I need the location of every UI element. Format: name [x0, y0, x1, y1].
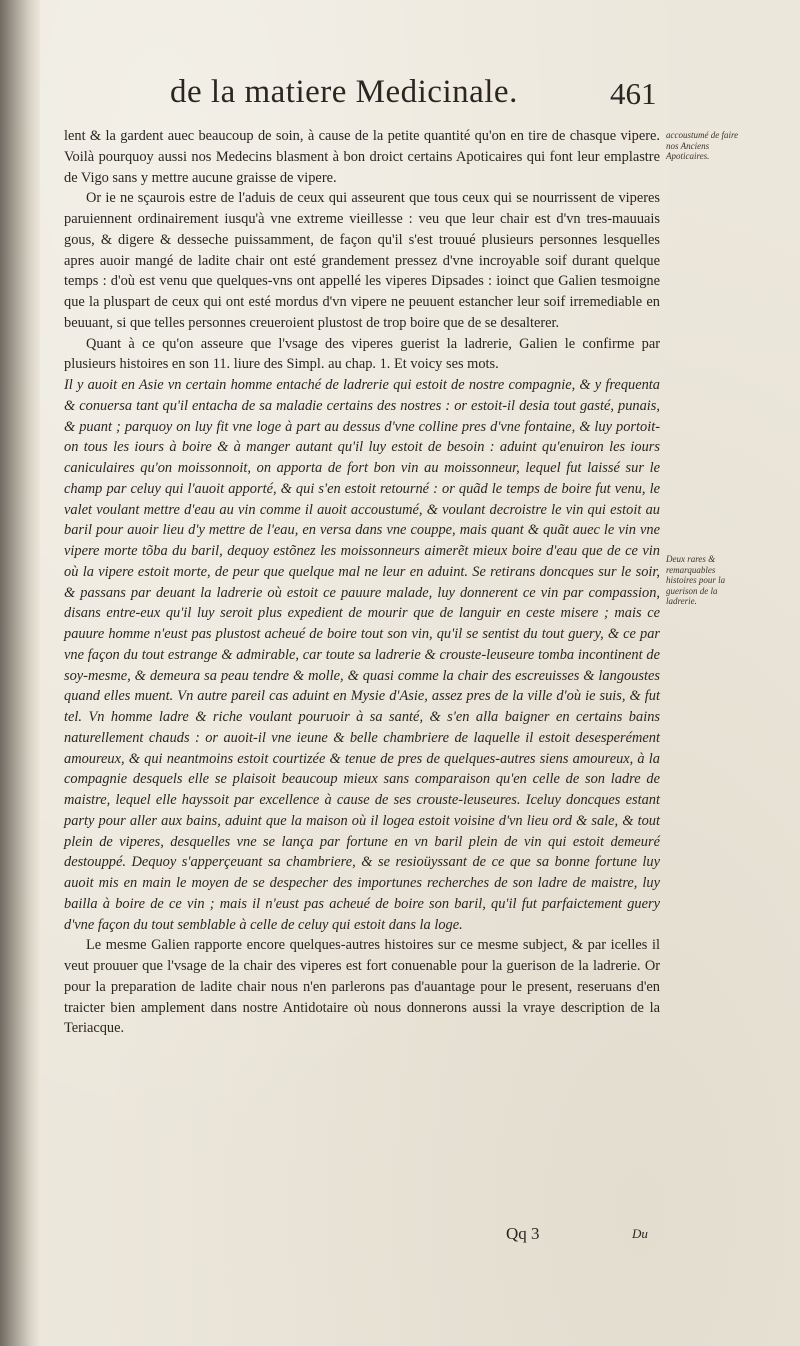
paragraph: Le mesme Galien rapporte encore quelques-autres histoires sur ce mesme subject, & par icelles il veut prouuer que l'vsage de la chair des viperes est fort conuenable pour la guerison de la ladrerie. Or pour la preparation de ladite chair nous n'en parlerons pas d'auantage pour le present, reseruans d'en traicter bien amplement dans nostre Antidotaire où nous donnerons aussi la vraye description de la Teriacque. [64, 937, 660, 1037]
galen-quotation: Il y auoit en Asie vn certain homme entaché de ladrerie qui estoit de nostre compagnie, & y frequenta & conuersa tant qu'il entacha de sa maladie certains des nostres : or estoit-il desia tout gasté, punais, & puant ; parquoy on luy fit vne loge à part au dessus d'vne colline pres d'vne fontaine, & luy portoit-on tous les iours à boire & à manger autant qu'il luy estoit de besoin : aduint qu'enuiron les iours caniculaires qu'on moissonnoit, on apporta de fort bon vin au moissonneur, lequel fut laissé sur le champ par celuy qui l'auoit apporté, & qui s'en estoit retourné : or quãd le temps de boire fut venu, le valet voulant mettre d'eau au vin comme il auoit accoustumé, & voulant decroistre le vin qui estoit au baril pour auoir lieu d'y mettre de l'eau, en versa dans vne couppe, mais quant & quãt auec le vin vne vipere morte tõba du baril, dequoy estõnez les moissonneurs aimerẽt mieux boire d'eau que de ce vin où la vipere estoit morte, de peur que quelque mal ne leur en aduint. Se retirans doncques sur le soir, & passans par deuant la ladrerie où estoit ce pauure malade, luy donnerent ce vin par compassion, disans entre-eux qu'il luy seroit plus expedient de mourir que de languir en ceste misere ; mais ce pauure homme n'eust pas plustost acheué de boire tout son vin, qu'il se sentist du tout guery, & ce par vne façon du tout estrange & admirable, car toute sa ladrerie & crouste-leuseure tomba incontinent de soy-mesme, & demeura sa peau tendre & molle, & quasi comme la chair des escreuisses & langoustes quand elles muent. Vn autre pareil cas aduint en Mysie d'Asie, assez pres de la ville d'où ie suis, & fut tel. Vn homme ladre & riche voulant pouruoir à sa santé, & s'en alla baigner en certains bains naturellement chauds : or auoit-il vne ieune & belle chambriere de laquelle il estoit desesperément amoureux, & qui neantmoins estoit courtizée & tenue de pres de quelques-autres siens amoureux, à la compagnie desquels elle se plaisoit beaucoup mieux sans comparaison qu'en celle de son ladre de maistre, lequel elle hayssoit par excellence à cause de ses crouste-leuseures. Iceluy doncques estant party pour aller aux bains, aduint que la maison où il logea estoit voisine d'vn lieu ord & sale, & tout plein de viperes, desquelles vne se lança par fortune en vn baril plein de vin qui estoit demeuré destouppé. Dequoy s'apperçeuant sa chambriere, & se resioüyssant de ce que sa bonne fortune luy auoit mis en main le moyen de se despecher des importunes recherches de son ladre de maistre, luy bailla à boire de ce vin ; mais il n'eust pas acheué de boire son baril, qu'il fut parfaictement guery d'vne façon du tout semblable à celle de celuy qui estoit dans la loge. [64, 377, 660, 933]
catchword: Du [632, 1226, 648, 1241]
paragraph: lent & la gardent auec beaucoup de soin, à cause de la petite quantité qu'on en tire de chasque vipere. Voilà pourquoy aussi nos Medecins blasment à bon droict certains Apoticaires qui font leur emplastre de Vigo sans y mettre aucune graisse de vipere. [64, 128, 660, 186]
paragraph: Quant à ce qu'on asseure que l'vsage des viperes guerist la ladrerie, Galien le confirme par plusieurs histoires en son 11. liure des Simpl. au chap. 1. Et voicy ses mots. [64, 335, 660, 373]
page-header [0, 74, 800, 122]
book-gutter-shadow [0, 0, 40, 1346]
running-title: de la matiere Medicinale. [170, 74, 518, 110]
page-footer [0, 1224, 800, 1254]
paragraph: Or ie ne sçaurois estre de l'aduis de ceux qui asseurent que tous ceux qui se nourrissent de viperes paruiennent ordinairement iusqu'à vne extreme vieillesse : veu que leur chair est d'vn tres-mauuais gous, & digere & desseche puissamment, de façon qu'il s'est trouué plusieurs personnes lesquelles apres auoir mangé de ladite chair ont esté grandement pressez d'vne incroyable soif durant quelque temps : d'où est venu que quelques-vns ont appellé les viperes Dipsades : ioinct que Galien tesmoigne que la pluspart de ceux qui ont esté mordus d'vn vipere ne peuuent estancher leur soif irremediable en beuuant, si que telles personnes creueroient plustost de trop boire que de se desalterer. [64, 190, 660, 331]
margin-note: accoustumé de faire nos Anciens Apoticaires. [666, 130, 739, 161]
margin-note: Deux rares & remarquables histoires pour la guerison de la ladrerie. [666, 554, 726, 606]
signature-mark: Qq 3 [506, 1224, 540, 1243]
page-number: 461 [610, 76, 657, 111]
main-text [64, 126, 660, 1039]
